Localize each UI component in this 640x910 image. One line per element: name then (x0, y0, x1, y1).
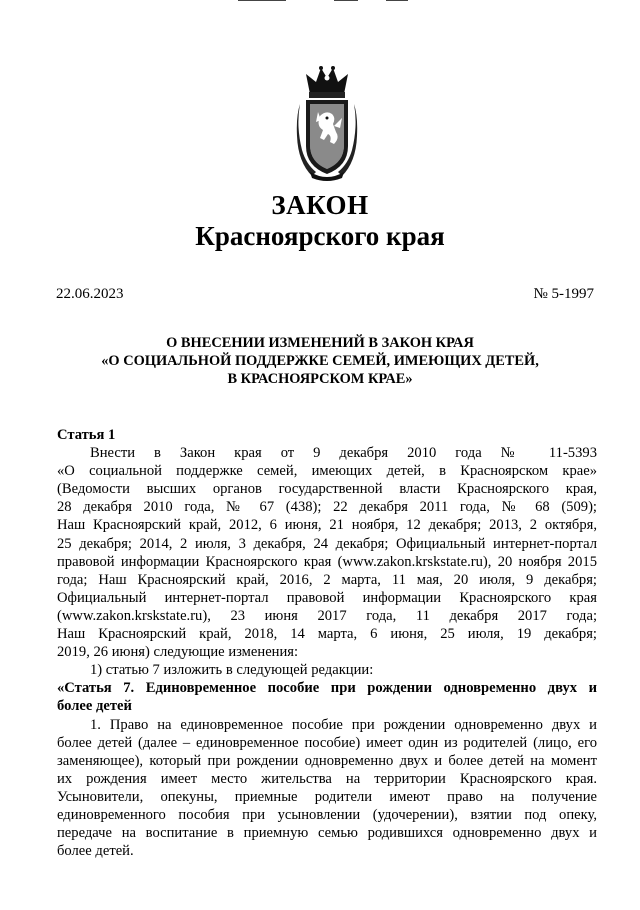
body-line: года; Наш Красноярский край, 2016, 2 марта, 11 мая, 20 июля, 9 декабря; (57, 571, 597, 588)
body-line: передаче на воспитание в приемную семью родившихся одновременно двух и (57, 825, 597, 842)
body-line: (Ведомости высших органов государственной власти Красноярского края, (57, 481, 597, 498)
body-line: их рождения имеет место жительства на территории Красноярского края. (57, 770, 597, 787)
body-line: 2019, 26 июня) следующие изменения: (57, 644, 299, 661)
body-line: (www.zakon.krskstate.ru), 23 июня 2017 года, 11 декабря 2017 года; (57, 607, 597, 624)
body-line: Наш Красноярский край, 2018, 14 марта, 6 июня, 25 июля, 19 декабря; (57, 626, 597, 643)
document-date: 22.06.2023 (56, 286, 124, 302)
body-line: заменяющее), который при рождении одновременно двух и более детей на момент (57, 752, 597, 769)
heading-line: О ВНЕСЕНИИ ИЗМЕНЕНИЙ В ЗАКОН КРАЯ (166, 335, 474, 351)
document-subtitle: Красноярского края (195, 221, 445, 251)
body-line: Внести в Закон края от 9 декабря 2010 года № 11-5393 (90, 445, 597, 462)
document-title: ЗАКОН (271, 190, 369, 220)
body-line: правовой информации Красноярского края (www.zakon.krskstate.ru), 20 ноября 2015 (57, 553, 597, 570)
body-line: более детей. (57, 843, 134, 860)
document-body (57, 426, 597, 860)
point-1: 1) статью 7 изложить в следующей редакции: (90, 662, 374, 679)
article7-title: более детей (57, 698, 132, 715)
krasnoyarsk-coat-of-arms-icon (296, 66, 358, 184)
body-line: 1. Право на единовременное пособие при рождении одновременно двух и (90, 716, 597, 733)
body-line: «О социальной поддержке семей, имеющих детей, в Красноярском крае» (57, 463, 597, 480)
body-line: Наш Красноярский край, 2012, 6 июня, 21 ноября, 12 декабря; 2013, 2 октября, (57, 517, 597, 534)
body-line: 28 декабря 2010 года, № 67 (438); 22 декабря 2011 года, № 68 (509); (57, 499, 597, 516)
scan-artifact (386, 0, 408, 1)
scan-artifact (334, 0, 358, 1)
body-line: Усыновители, опекуны, приемные родители имеют право на получение (57, 788, 597, 805)
article-title: Статья 1 (57, 427, 116, 443)
body-line: единовременного пособия при усыновлении (удочерении), взятии под опеку, (57, 806, 597, 823)
document-number: № 5-1997 (533, 286, 594, 302)
heading-line: «О СОЦИАЛЬНОЙ ПОДДЕРЖКЕ СЕМЕЙ, ИМЕЮЩИХ ДЕТЕЙ, (101, 353, 539, 369)
article7-title: «Статья 7. Единовременное пособие при рождении одновременно двух и (57, 680, 597, 697)
law-heading (0, 334, 640, 388)
body-line: более детей (далее – единовременное пособие) имеет один из родителей (лицо, его (57, 734, 597, 751)
body-line: 25 декабря; 2014, 2 июля, 3 декабря, 24 декабря; Официальный интернет-портал (57, 535, 597, 552)
body-line: Официальный интернет-портал правовой информации Красноярского края (57, 589, 597, 606)
heading-line: В КРАСНОЯРСКОМ КРАЕ» (227, 371, 413, 387)
scan-artifact (238, 0, 286, 1)
